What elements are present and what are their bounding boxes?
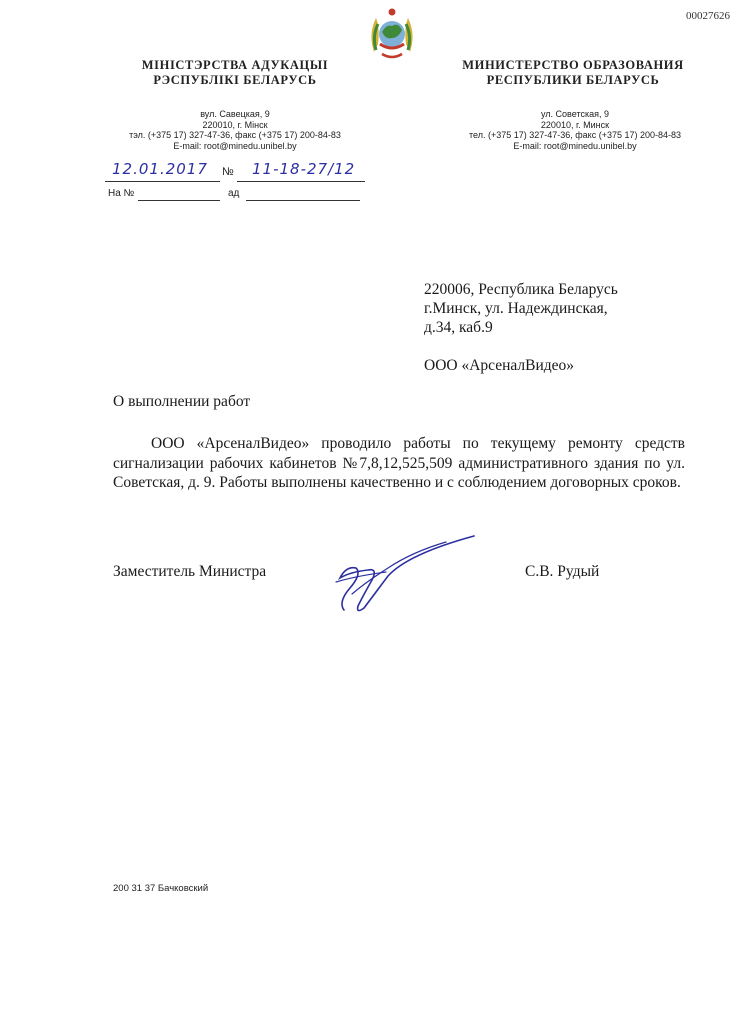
recipient-company: ООО «АрсеналВидео» [424, 357, 575, 374]
handwritten-signature-icon [316, 532, 478, 618]
ministry-name-by-line2: РЭСПУБЛІКІ БЕЛАРУСЬ [153, 73, 317, 87]
recipient-line1: 220006, Республика Беларусь [424, 281, 618, 298]
from-underline [246, 200, 360, 201]
ministry-name-by-line1: МІНІСТЭРСТВА АДУКАЦЫІ [141, 58, 329, 72]
postal-ru: 220010, г. Минск [540, 119, 610, 130]
document-number: 00027626 [686, 10, 730, 22]
address-by: вул. Савецкая, 9 [200, 109, 270, 119]
ministry-address-belarusian [100, 109, 370, 151]
ministry-name-ru-line1: МИНИСТЕРСТВО ОБРАЗОВАНИЯ [462, 58, 684, 72]
postal-by: 220010, г. Мінск [202, 119, 268, 130]
address-ru: ул. Советская, 9 [541, 109, 609, 119]
reply-to-underline [138, 200, 220, 201]
phone-by: тэл. (+375 17) 327-47-36, факс (+375 17) 200-84-83 [129, 130, 341, 140]
recipient-line2: г.Минск, ул. Надеждинская, [424, 300, 608, 317]
phone-ru: тел. (+375 17) 327-47-36, факс (+375 17) 200-84-83 [468, 130, 682, 140]
number-sign: № [222, 166, 234, 178]
recipient-line3: д.34, каб.9 [424, 319, 493, 336]
date-underline [105, 181, 220, 182]
signatory-name: С.В. Рудый [525, 563, 600, 580]
ministry-address-russian [440, 109, 710, 151]
recipient-block [424, 280, 684, 375]
handwritten-number: 11-18-27/12 [252, 160, 356, 178]
reply-to-label: На № [108, 188, 135, 199]
letter-body: ООО «АрсеналВидео» проводило работы по текущему ремонту средств сигнализации рабочих кабинетов №7,8,12,525,509 административного здания по ул. Советская, д. 9. Работы выполнены качественно и с соблюдением договорных сроков. [113, 435, 685, 491]
from-label: ад [228, 188, 240, 199]
signatory-position: Заместитель Министра [113, 563, 267, 580]
email-by: E-mail: root@minedu.unibel.by [173, 140, 297, 151]
handwritten-date: 12.01.2017 [112, 160, 208, 178]
ministry-header-belarusian [110, 58, 360, 88]
ministry-header-russian [448, 58, 698, 88]
email-ru: E-mail: root@minedu.unibel.by [513, 140, 637, 151]
letter-subject: О выполнении работ [113, 393, 251, 410]
state-emblem-icon [366, 4, 418, 64]
ministry-name-ru-line2: РЕСПУБЛИКИ БЕЛАРУСЬ [486, 73, 660, 87]
executor-footer: 200 31 37 Бачковский [113, 883, 209, 894]
number-underline [237, 181, 365, 182]
